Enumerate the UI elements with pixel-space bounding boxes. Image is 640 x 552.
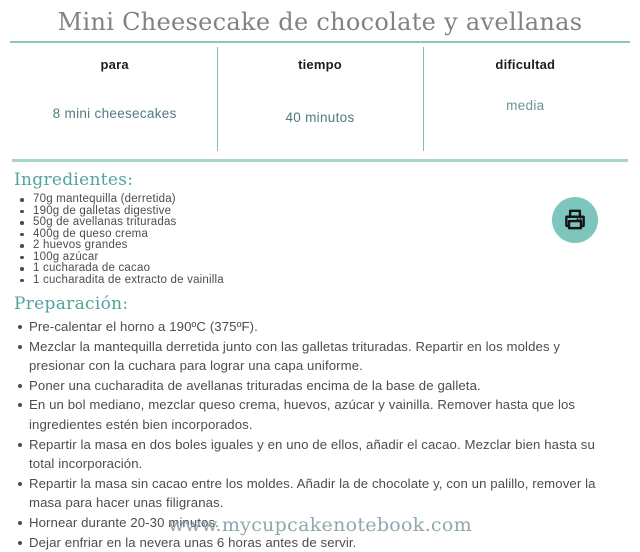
preparation-step: Repartir la masa en dos boles iguales y en uno de ellos, añadir el cacao. Mezclar bien hasta su total incorporación. [29, 435, 610, 474]
recipe-title: Mini Cheesecake de chocolate y avellanas [57, 8, 583, 36]
preparation-step: Hornear durante 20-30 minutos. [29, 513, 610, 533]
footer-url: www.mycupcakenotebook.com [168, 514, 472, 536]
meta-column-para [12, 43, 217, 155]
meta-label-para: para [100, 57, 129, 72]
ingredients-list [0, 194, 640, 286]
ingredient-item: 70g mantequilla (derretida) [33, 194, 640, 206]
recipe-meta-table [12, 43, 628, 155]
preparation-step: Pre-calentar el horno a 190ºC (375ºF). [29, 317, 610, 337]
meta-column-dificultad [423, 43, 628, 155]
meta-label-tiempo: tiempo [298, 57, 342, 72]
print-button[interactable] [552, 197, 598, 243]
ingredient-item: 50g de avellanas trituradas [33, 217, 640, 229]
ingredients-heading: Ingredientes: [14, 170, 134, 190]
meta-value-time: 40 minutos [285, 110, 355, 125]
meta-value-difficulty: media [506, 98, 545, 113]
section-divider [12, 159, 628, 162]
preparation-step: Repartir la masa sin cacao entre los moldes. Añadir la de chocolate y, con un palillo, remover la masa para hacer unas filigranas. [29, 474, 610, 513]
printer-icon [562, 207, 588, 233]
meta-column-tiempo [217, 43, 422, 155]
meta-label-dificultad: dificultad [495, 57, 556, 72]
ingredient-item: 1 cucharadita de extracto de vainilla [33, 275, 640, 287]
ingredient-item: 100g azúcar [33, 252, 640, 264]
preparation-step: Dejar enfriar en la nevera unas 6 horas antes de servir. [29, 533, 610, 552]
ingredient-item: 400g de queso crema [33, 229, 640, 241]
ingredient-item: 190g de galletas digestive [33, 206, 640, 218]
preparation-step: Poner una cucharadita de avellanas trituradas encima de la base de galleta. [29, 376, 610, 396]
ingredient-item: 2 huevos grandes [33, 240, 640, 252]
preparation-step: Mezclar la mantequilla derretida junto con las galletas trituradas. Repartir en los moldes y presionar con la cuchara para lograr una capa uniforme. [29, 337, 610, 376]
preparation-step: En un bol mediano, mezclar queso crema, huevos, azúcar y vainilla. Remover hasta que los ingredientes estén bien incorporados. [29, 395, 610, 434]
ingredient-item: 1 cucharada de cacao [33, 263, 640, 275]
meta-value-servings: 8 mini cheesecakes [52, 106, 177, 121]
preparation-heading: Preparación: [14, 294, 129, 314]
